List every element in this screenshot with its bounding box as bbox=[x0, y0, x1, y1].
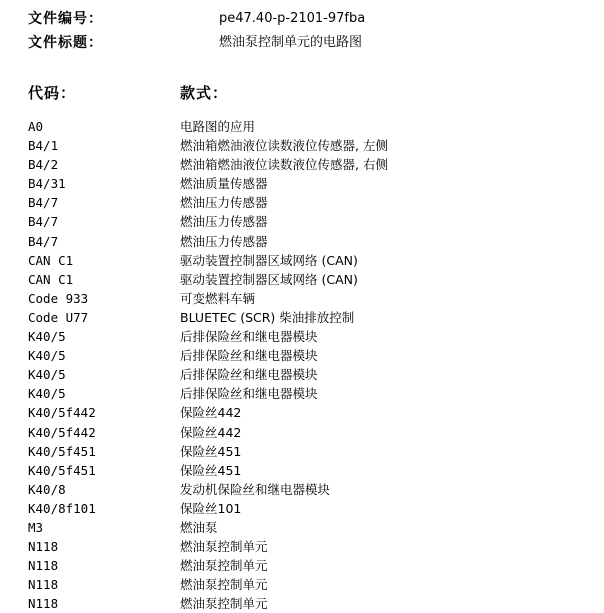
doc-title-row bbox=[28, 33, 588, 53]
table-row bbox=[28, 136, 588, 155]
table-row bbox=[28, 594, 588, 613]
doc-number-label: 文件编号： bbox=[28, 11, 103, 27]
table-header bbox=[28, 82, 588, 104]
row-code: N118 bbox=[28, 539, 59, 555]
row-code: N118 bbox=[28, 577, 59, 593]
code-table bbox=[28, 117, 588, 613]
table-row bbox=[28, 289, 588, 308]
table-row bbox=[28, 480, 588, 499]
table-row bbox=[28, 117, 588, 136]
table-row bbox=[28, 384, 588, 403]
row-description: 燃油箱燃油液位读数液位传感器, 左侧 bbox=[180, 138, 388, 154]
table-row bbox=[28, 537, 588, 556]
row-code: K40/5f442 bbox=[28, 424, 96, 440]
row-code: K40/5f451 bbox=[28, 462, 96, 478]
row-description: 保险丝451 bbox=[180, 462, 242, 478]
row-code: Code U77 bbox=[28, 309, 89, 325]
row-description: 燃油泵控制单元 bbox=[180, 577, 268, 593]
table-row bbox=[28, 556, 588, 575]
doc-number-value: pe47.40-p-2101-97fba bbox=[219, 11, 366, 26]
row-code: Code 933 bbox=[28, 290, 89, 306]
doc-title-label: 文件标题： bbox=[28, 35, 103, 51]
row-description: 燃油箱燃油液位读数液位传感器, 右侧 bbox=[180, 157, 388, 173]
row-description: 燃油质量传感器 bbox=[180, 176, 268, 192]
row-code: N118 bbox=[28, 558, 59, 574]
row-description: 电路图的应用 bbox=[180, 119, 256, 134]
row-code: K40/5f451 bbox=[28, 443, 96, 459]
table-row bbox=[28, 232, 588, 251]
row-description: 保险丝442 bbox=[180, 424, 242, 440]
row-code: CAN C1 bbox=[28, 252, 74, 268]
header-code: 代码： bbox=[28, 84, 77, 102]
row-code: B4/7 bbox=[28, 214, 59, 230]
row-code: K40/5 bbox=[28, 386, 66, 402]
table-row bbox=[28, 518, 588, 537]
row-code: K40/8f101 bbox=[28, 500, 96, 516]
row-description: 后排保险丝和继电器模块 bbox=[180, 386, 318, 402]
row-description: 发动机保险丝和继电器模块 bbox=[180, 481, 331, 497]
table-row bbox=[28, 442, 588, 461]
doc-number-row bbox=[28, 9, 588, 29]
row-code: K40/5 bbox=[28, 367, 66, 383]
row-code: M3 bbox=[28, 519, 44, 535]
row-code: B4/31 bbox=[28, 176, 66, 192]
table-row bbox=[28, 212, 588, 231]
row-description: 燃油泵 bbox=[180, 519, 218, 535]
row-description: 后排保险丝和继电器模块 bbox=[180, 348, 318, 364]
row-description: 燃油压力传感器 bbox=[180, 195, 268, 211]
table-row bbox=[28, 270, 588, 289]
row-description: BLUETEC (SCR) 柴油排放控制 bbox=[180, 309, 355, 325]
row-code: CAN C1 bbox=[28, 271, 74, 287]
row-description: 燃油泵控制单元 bbox=[180, 558, 268, 574]
table-row bbox=[28, 403, 588, 422]
table-row bbox=[28, 575, 588, 594]
row-description: 燃油压力传感器 bbox=[180, 233, 268, 249]
table-row bbox=[28, 193, 588, 212]
row-description: 保险丝101 bbox=[180, 500, 242, 516]
row-code: B4/7 bbox=[28, 233, 59, 249]
row-code: K40/8 bbox=[28, 481, 66, 497]
row-code: K40/5 bbox=[28, 329, 66, 345]
row-description: 燃油泵控制单元 bbox=[180, 539, 268, 555]
table-row bbox=[28, 346, 588, 365]
row-description: 后排保险丝和继电器模块 bbox=[180, 329, 318, 345]
header-model: 款式： bbox=[180, 84, 229, 102]
row-description: 驱动装置控制器区域网络 (CAN) bbox=[180, 252, 358, 268]
table-row bbox=[28, 174, 588, 193]
table-row bbox=[28, 461, 588, 480]
table-row bbox=[28, 423, 588, 442]
row-code: K40/5 bbox=[28, 348, 66, 364]
row-description: 保险丝442 bbox=[180, 405, 242, 421]
row-description: 后排保险丝和继电器模块 bbox=[180, 367, 318, 383]
row-description: 驱动装置控制器区域网络 (CAN) bbox=[180, 271, 358, 287]
table-row bbox=[28, 308, 588, 327]
table-row bbox=[28, 365, 588, 384]
table-row bbox=[28, 499, 588, 518]
row-code: B4/1 bbox=[28, 138, 59, 154]
row-code: A0 bbox=[28, 119, 44, 134]
row-description: 燃油泵控制单元 bbox=[180, 596, 268, 612]
table-row bbox=[28, 327, 588, 346]
row-description: 燃油压力传感器 bbox=[180, 214, 268, 230]
table-row bbox=[28, 251, 588, 270]
row-code: K40/5f442 bbox=[28, 405, 96, 421]
doc-title-value: 燃油泵控制单元的电路图 bbox=[219, 35, 363, 50]
row-code: N118 bbox=[28, 596, 59, 612]
row-description: 可变燃料车辆 bbox=[180, 290, 256, 306]
table-row bbox=[28, 155, 588, 174]
row-code: B4/2 bbox=[28, 157, 59, 173]
row-description: 保险丝451 bbox=[180, 443, 242, 459]
row-code: B4/7 bbox=[28, 195, 59, 211]
